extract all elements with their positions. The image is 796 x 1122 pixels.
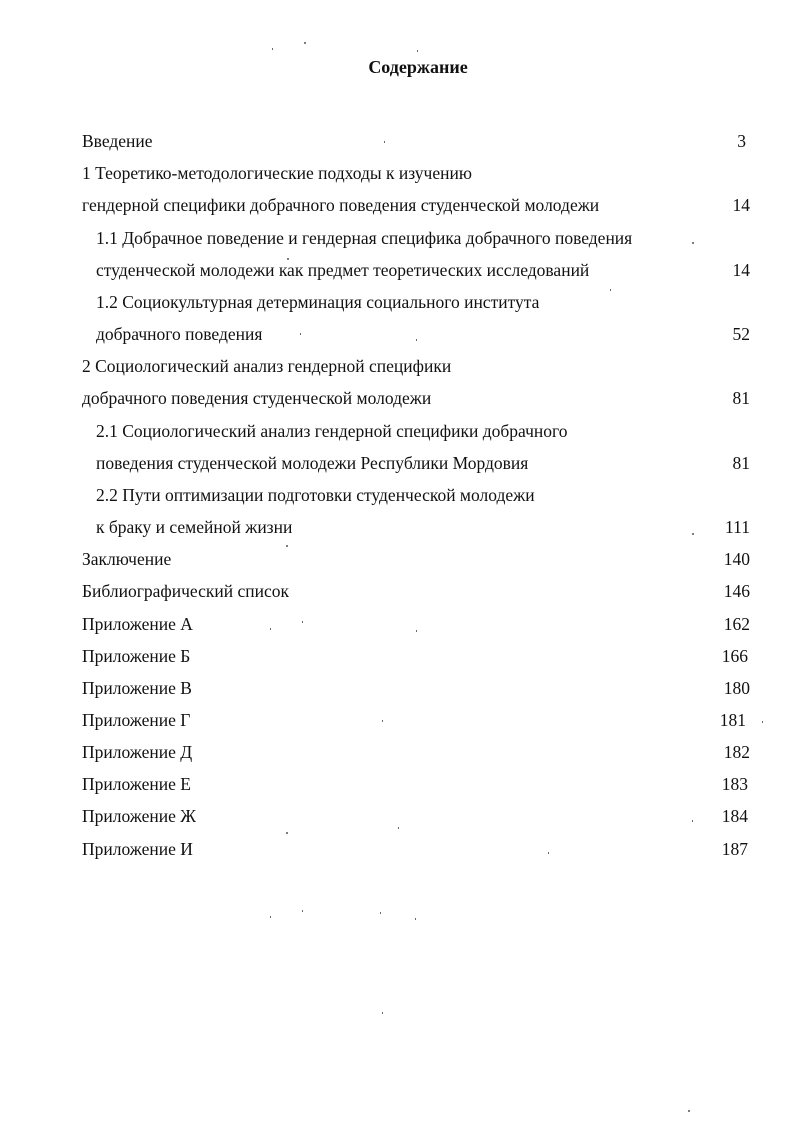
toc-entry-appendix-g [0, 708, 796, 732]
toc-entry-title: 1.1 Добрачное поведение и гендерная специфика добрачного поведения [96, 228, 633, 248]
toc-entry-appendix-i [0, 837, 796, 861]
scan-speck [382, 720, 383, 722]
toc-entry-section-1-2 [0, 290, 796, 314]
toc-entry-section-2-1 [0, 419, 796, 443]
scan-speck [272, 48, 273, 50]
toc-entry-introduction [0, 129, 796, 153]
toc-entry-page: 3 [737, 131, 746, 151]
scan-speck [692, 533, 694, 535]
toc-entry-conclusion [0, 547, 796, 571]
scan-speck [610, 289, 611, 291]
scan-speck [287, 258, 289, 260]
scan-speck [302, 910, 303, 912]
toc-entry-title: Заключение [82, 549, 172, 569]
toc-entry-title: 2.2 Пути оптимизации подготовки студенческой молодежи [96, 485, 535, 505]
toc-entry-page: 180 [723, 678, 750, 698]
scan-speck [692, 242, 694, 244]
toc-entry-title: студенческой молодежи как предмет теоретических исследований [96, 260, 590, 280]
toc-entry-section-1-1 [0, 226, 796, 250]
toc-entry-title: Приложение Д [82, 742, 193, 762]
toc-entry-title: добрачного поведения [96, 324, 263, 344]
toc-entry-title: 1.2 Социокультурная детерминация социального института [96, 292, 540, 312]
toc-entry-page: 166 [721, 646, 748, 666]
toc-entry-title: Приложение Г [82, 710, 191, 730]
scan-speck [762, 721, 763, 723]
scan-speck [384, 141, 385, 143]
toc-entry-page: 52 [732, 324, 750, 344]
scan-speck [270, 916, 271, 918]
toc-entry-section-2-1-cont [0, 451, 796, 475]
scan-speck [688, 1110, 690, 1112]
scan-speck [304, 42, 306, 44]
toc-entry-title: Приложение И [82, 839, 193, 859]
toc-entry-appendix-d [0, 740, 796, 764]
toc-entry-chapter-2 [0, 354, 796, 378]
toc-entry-page: 182 [723, 742, 750, 762]
scan-speck [380, 912, 381, 914]
page-title: Содержание [368, 57, 468, 77]
toc-entry-title: гендерной специфики добрачного поведения студенческой молодежи [82, 195, 600, 215]
toc-entry-page: 184 [721, 806, 748, 826]
toc-entry-title: 2.1 Социологический анализ гендерной специфики добрачного [96, 421, 568, 441]
toc-entry-chapter-2-cont [0, 386, 796, 410]
toc-entry-page: 162 [723, 614, 750, 634]
toc-entry-page: 81 [732, 453, 750, 473]
toc-entry-title: к браку и семейной жизни [96, 517, 293, 537]
toc-entry-appendix-e [0, 772, 796, 796]
toc-entry-page: 146 [723, 581, 750, 601]
scan-speck [692, 820, 693, 822]
toc-entry-page: 140 [723, 549, 750, 569]
scan-speck [415, 918, 416, 920]
scan-speck [286, 832, 288, 834]
toc-entry-section-1-1-cont [0, 258, 796, 282]
scan-speck [286, 545, 288, 547]
toc-entry-title: добрачного поведения студенческой молодежи [82, 388, 432, 408]
toc-entry-appendix-zh [0, 804, 796, 828]
scan-speck [302, 621, 303, 623]
toc-entry-title: 2 Социологический анализ гендерной специфики [82, 356, 452, 376]
toc-entry-title: Приложение В [82, 678, 192, 698]
toc-entry-title: 1 Теоретико-методологические подходы к изучению [82, 163, 472, 183]
scan-speck [270, 628, 271, 630]
scan-speck [548, 852, 549, 854]
toc-entry-title: Приложение Ж [82, 806, 196, 826]
toc-entry-page: 14 [732, 260, 750, 280]
toc-entry-section-1-2-cont [0, 322, 796, 346]
toc-entry-title: Приложение А [82, 614, 193, 634]
toc-entry-page: 14 [732, 195, 750, 215]
toc-entry-appendix-v [0, 676, 796, 700]
toc-entry-page: 181 [719, 710, 746, 730]
scan-speck [416, 339, 417, 341]
toc-entry-chapter-1 [0, 161, 796, 185]
toc-entry-appendix-b [0, 644, 796, 668]
scan-speck [398, 827, 399, 829]
toc-entry-section-2-2-cont [0, 515, 796, 539]
scan-speck [417, 50, 418, 52]
toc-entry-appendix-a [0, 612, 796, 636]
toc-entry-page: 183 [721, 774, 748, 794]
toc-entry-page: 111 [725, 517, 750, 537]
toc-entry-title: Библиографический список [82, 581, 290, 601]
toc-entry-page: 187 [721, 839, 748, 859]
toc-entry-title: Введение [82, 131, 153, 151]
scan-speck [300, 333, 301, 335]
toc-entry-page: 81 [732, 388, 750, 408]
scan-speck [416, 630, 417, 632]
toc-entry-section-2-2 [0, 483, 796, 507]
toc-entry-title: Приложение Б [82, 646, 191, 666]
toc-entry-title: Приложение Е [82, 774, 191, 794]
toc-entry-chapter-1-cont [0, 193, 796, 217]
toc-entry-title: поведения студенческой молодежи Республики Мордовия [96, 453, 529, 473]
scan-speck [382, 1012, 383, 1014]
toc-entry-bibliography [0, 579, 796, 603]
